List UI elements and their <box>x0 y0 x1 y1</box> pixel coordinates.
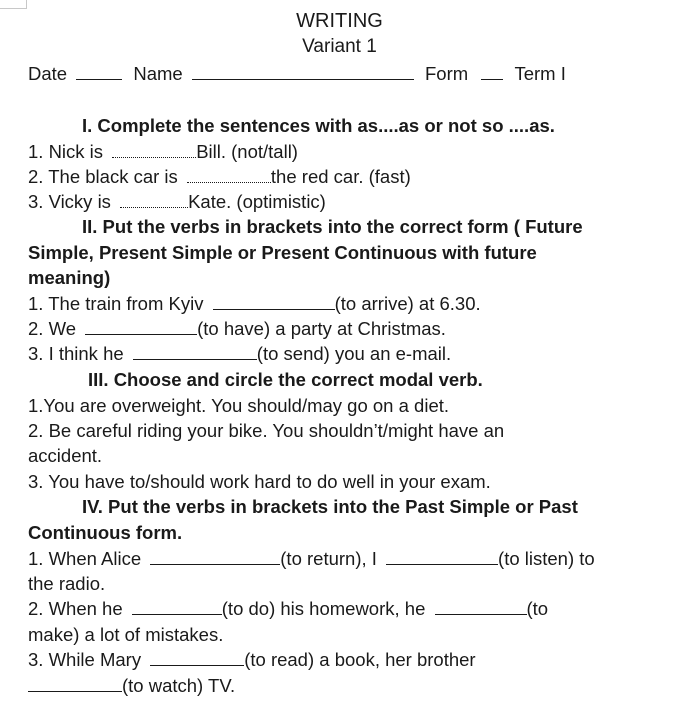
form-label: Form <box>425 63 469 84</box>
answer-blank[interactable] <box>112 142 196 158</box>
section-1-item-2 <box>28 166 411 188</box>
item-text: (to return), I <box>280 548 377 569</box>
item-text: 2. The black car is <box>28 166 178 187</box>
item-text: (to send) you an e-mail. <box>256 343 452 364</box>
section-3-heading: III. Choose and circle the correct modal verb. <box>88 369 483 390</box>
item-text: the red car. (fast) <box>270 166 411 187</box>
section-2-item-3 <box>28 343 451 365</box>
section-3-item-3[interactable]: 3. You have to/should work hard to do well in your exam. <box>28 471 491 492</box>
section-3-item-2-line-2: accident. <box>28 445 103 466</box>
answer-blank[interactable] <box>120 192 188 208</box>
section-2-item-1 <box>28 293 481 315</box>
answer-blank[interactable] <box>386 549 498 565</box>
answer-blank[interactable] <box>435 599 527 615</box>
section-4-item-1-line-2: the radio. <box>28 573 106 594</box>
name-blank[interactable] <box>192 64 414 80</box>
form-blank[interactable] <box>481 64 503 80</box>
section-4-item-3-line-2 <box>28 675 235 697</box>
section-4-item-3 <box>28 649 476 671</box>
answer-blank[interactable] <box>85 319 197 335</box>
section-4-heading-line-2: Continuous form. <box>28 522 183 543</box>
term-label: Term I <box>514 63 566 84</box>
section-4-item-2-line-2: make) a lot of mistakes. <box>28 624 224 645</box>
item-text: Bill. (not/tall) <box>196 141 298 162</box>
answer-blank[interactable] <box>150 549 280 565</box>
answer-blank[interactable] <box>133 344 257 360</box>
item-text: (to listen) to <box>498 548 595 569</box>
item-text: (to have) a party at Christmas. <box>197 318 446 339</box>
section-2-heading-line-1: II. Put the verbs in brackets into the correct form ( Future <box>82 216 583 237</box>
item-text: 3. I think he <box>28 343 124 364</box>
item-text: 1. The train from Kyiv <box>28 293 204 314</box>
date-label: Date <box>28 63 68 84</box>
item-text: (to do) his homework, he <box>221 598 426 619</box>
section-1-item-3 <box>28 191 326 213</box>
section-3-item-2-line-1[interactable]: 2. Be careful riding your bike. You shouldn’t/might have an <box>28 420 505 441</box>
answer-blank[interactable] <box>150 650 244 666</box>
item-text: 1. Nick is <box>28 141 104 162</box>
item-text: 3. Vicky is <box>28 191 111 212</box>
answer-blank[interactable] <box>28 676 122 692</box>
section-4-heading-line-1: IV. Put the verbs in brackets into the Past Simple or Past <box>82 496 578 517</box>
item-text: 1. When Alice <box>28 548 142 569</box>
worksheet-title: WRITING <box>296 10 383 32</box>
item-text: (to <box>526 598 549 619</box>
answer-blank[interactable] <box>187 167 271 183</box>
name-label: Name <box>133 63 183 84</box>
section-2-item-2 <box>28 318 446 340</box>
answer-blank[interactable] <box>213 294 335 310</box>
corner-frame <box>0 0 27 9</box>
item-text: (to arrive) at 6.30. <box>334 293 481 314</box>
item-text: (to read) a book, her brother <box>244 649 476 670</box>
header-fields <box>28 63 566 85</box>
item-text: 2. We <box>28 318 76 339</box>
variant-label: Variant 1 <box>302 36 377 57</box>
section-4-item-1 <box>28 548 595 570</box>
section-1-heading: I. Complete the sentences with as....as or not so ....as. <box>82 115 555 136</box>
answer-blank[interactable] <box>132 599 222 615</box>
section-3-item-1[interactable]: 1.You are overweight. You should/may go on a diet. <box>28 395 450 416</box>
item-text: 3. While Mary <box>28 649 142 670</box>
date-blank[interactable] <box>76 64 122 80</box>
section-2-heading-line-3: meaning) <box>28 267 111 288</box>
section-2-heading-line-2: Simple, Present Simple or Present Continuous with future <box>28 242 537 263</box>
section-1-item-1 <box>28 141 298 163</box>
item-text: 2. When he <box>28 598 123 619</box>
item-text: Kate. (optimistic) <box>188 191 326 212</box>
section-4-item-2 <box>28 598 548 620</box>
item-text: (to watch) TV. <box>122 675 236 696</box>
